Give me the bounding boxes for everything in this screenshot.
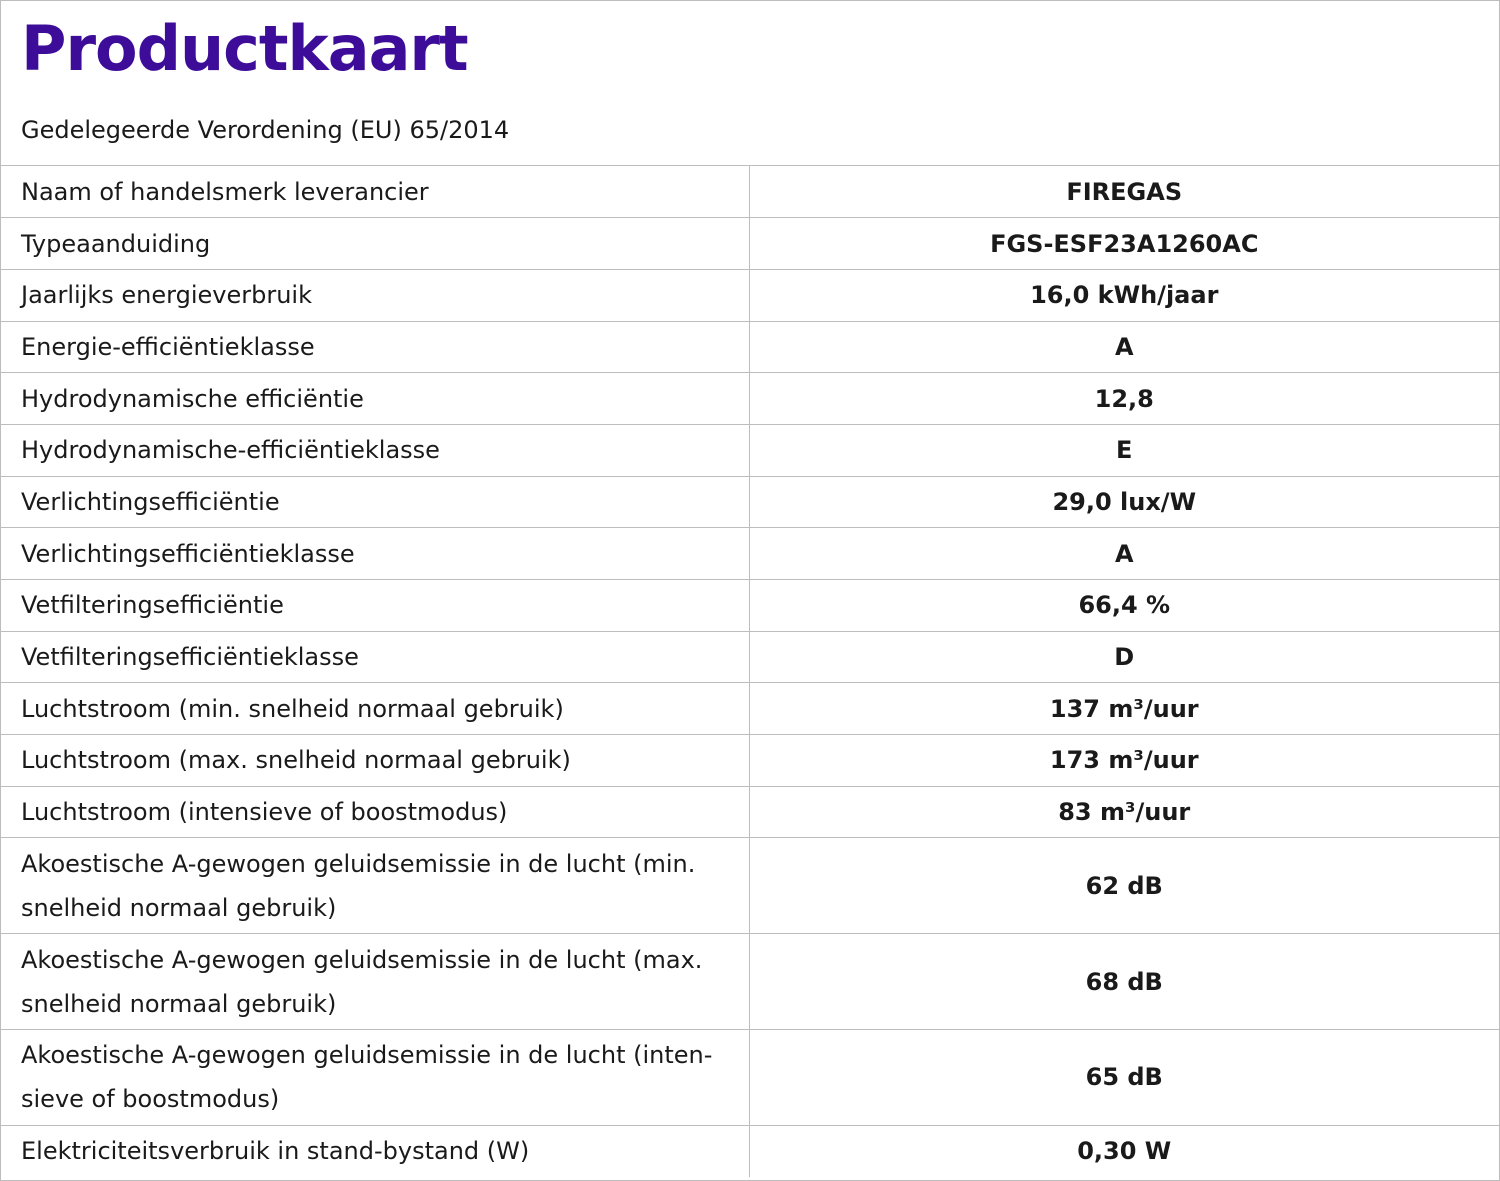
table-row	[1, 1030, 1499, 1126]
row-value: FGS-ESF23A1260AC	[749, 218, 1499, 270]
row-label: Luchtstroom (intensieve of boostmodus)	[1, 786, 749, 838]
table-row	[1, 580, 1499, 632]
row-value: 66,4 %	[749, 580, 1499, 632]
row-label: Akoestische A-gewogen geluidsemissie in de lucht (inten-sieve of boostmodus)	[1, 1030, 749, 1126]
header	[1, 1, 1499, 166]
row-value: D	[749, 631, 1499, 683]
row-value: 12,8	[749, 373, 1499, 425]
row-value: A	[749, 528, 1499, 580]
row-label: Energie-efficiëntieklasse	[1, 321, 749, 373]
row-label: Verlichtingsefficiëntie	[1, 476, 749, 528]
row-label: Hydrodynamische-efficiëntieklasse	[1, 424, 749, 476]
table-row	[1, 218, 1499, 270]
row-value: 137 m³/uur	[749, 683, 1499, 735]
row-label: Vetfilteringsefficiëntie	[1, 580, 749, 632]
row-value: 83 m³/uur	[749, 786, 1499, 838]
row-label: Jaarlijks energieverbruik	[1, 269, 749, 321]
row-value: E	[749, 424, 1499, 476]
table-row	[1, 269, 1499, 321]
table-row	[1, 321, 1499, 373]
row-label: Typeaanduiding	[1, 218, 749, 270]
row-label: Naam of handelsmerk leverancier	[1, 166, 749, 218]
row-value: 0,30 W	[749, 1125, 1499, 1177]
row-label: Luchtstroom (max. snelheid normaal gebruik)	[1, 735, 749, 787]
row-value: 62 dB	[749, 838, 1499, 934]
table-row	[1, 476, 1499, 528]
row-label: Elektriciteitsverbruik in stand-bystand (W)	[1, 1125, 749, 1177]
table-row	[1, 373, 1499, 425]
table-row	[1, 631, 1499, 683]
row-value: 65 dB	[749, 1030, 1499, 1126]
row-label: Luchtstroom (min. snelheid normaal gebruik)	[1, 683, 749, 735]
row-value: 173 m³/uur	[749, 735, 1499, 787]
row-value: 16,0 kWh/jaar	[749, 269, 1499, 321]
table-row	[1, 683, 1499, 735]
table-row	[1, 166, 1499, 218]
table-row	[1, 838, 1499, 934]
row-value: 68 dB	[749, 934, 1499, 1030]
table-row	[1, 934, 1499, 1030]
table-row	[1, 735, 1499, 787]
row-label: Vetfilteringsefficiëntieklasse	[1, 631, 749, 683]
row-label: Verlichtingsefficiëntieklasse	[1, 528, 749, 580]
table-row	[1, 424, 1499, 476]
row-label: Akoestische A-gewogen geluidsemissie in de lucht (min. snelheid normaal gebruik)	[1, 838, 749, 934]
regulation-subtitle: Gedelegeerde Verordening (EU) 65/2014	[21, 116, 510, 144]
row-value: A	[749, 321, 1499, 373]
table-row	[1, 1125, 1499, 1177]
page-title: Productkaart	[21, 12, 468, 85]
row-label: Akoestische A-gewogen geluidsemissie in de lucht (max. snelheid normaal gebruik)	[1, 934, 749, 1030]
row-value: 29,0 lux/W	[749, 476, 1499, 528]
spec-table	[1, 166, 1499, 1177]
row-label: Hydrodynamische efficiëntie	[1, 373, 749, 425]
table-row	[1, 528, 1499, 580]
row-value: FIREGAS	[1066, 177, 1183, 206]
table-row	[1, 786, 1499, 838]
